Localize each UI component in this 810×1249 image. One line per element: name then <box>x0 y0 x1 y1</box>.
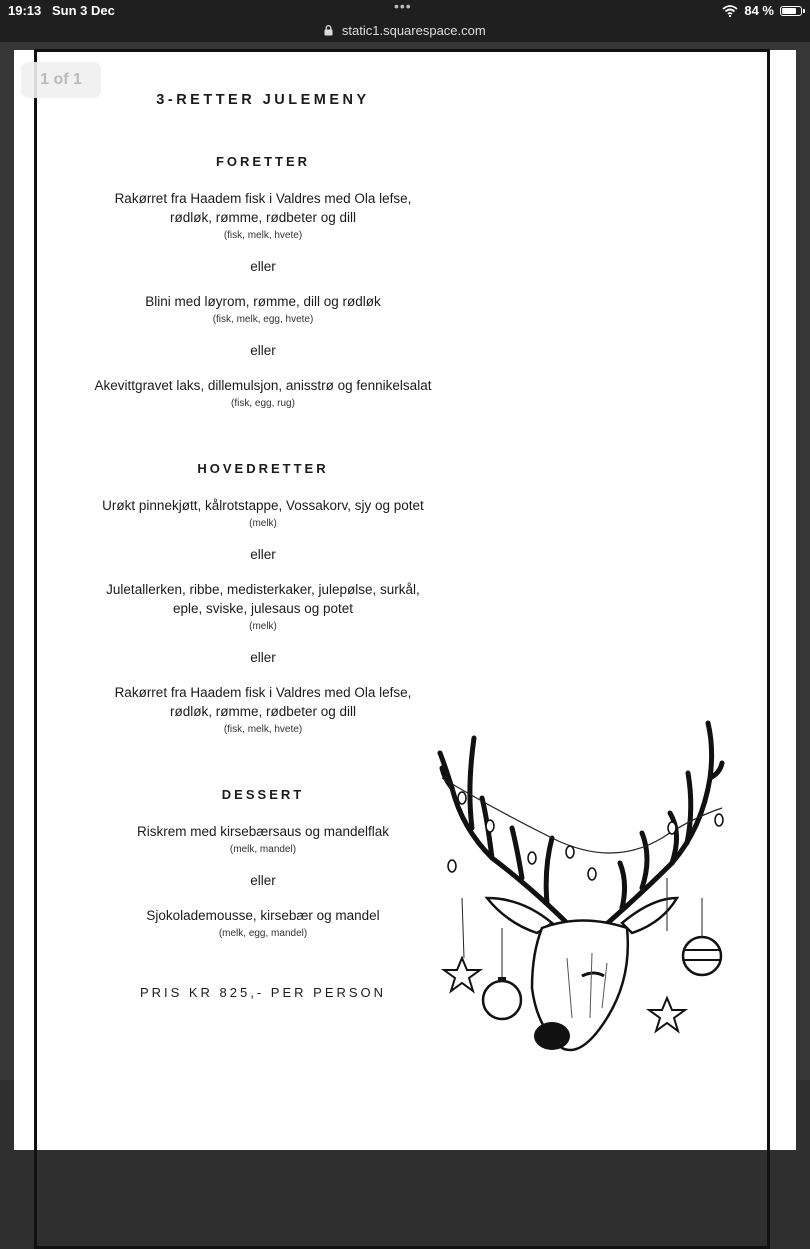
dish-allergens: (melk, mandel) <box>229 844 297 855</box>
menu-section-dessert <box>83 787 443 939</box>
status-indicators <box>722 3 802 18</box>
dish-description: rødløk, rømme, rødbeter og dill <box>169 210 357 225</box>
status-bar <box>0 0 810 22</box>
dish-description: Juletallerken, ribbe, medisterkaker, julepølse, surkål, <box>106 582 420 597</box>
menu-sections <box>83 154 443 939</box>
dish-description: eple, sviske, julesaus og potet <box>172 601 354 616</box>
dish-description: Riskrem med kirsebærsaus og mandelflak <box>136 824 390 839</box>
dish-description: rødløk, rømme, rødbeter og dill <box>169 704 357 719</box>
lock-icon <box>324 25 333 36</box>
dish-allergens: (fisk, melk, hvete) <box>223 230 303 241</box>
dish-allergens: (melk) <box>249 518 277 529</box>
url-text: static1.squarespace.com <box>341 23 486 39</box>
status-date: Sun 3 Dec <box>52 3 115 18</box>
dish-allergens: (melk) <box>249 621 277 632</box>
battery-percent: 84 % <box>744 3 774 18</box>
dish-allergens: (fisk, melk, egg, hvete) <box>212 314 314 325</box>
menu-dish <box>83 822 443 855</box>
or-separator: eller <box>250 547 276 562</box>
dish-description: Akevittgravet laks, dillemulsjon, anisstrø og fennikelsalat <box>94 378 432 393</box>
christmas-menu <box>83 92 443 1000</box>
menu-dish <box>83 496 443 529</box>
battery-fill <box>782 8 796 14</box>
dish-allergens: (fisk, egg, rug) <box>231 398 295 409</box>
menu-dish <box>83 906 443 939</box>
or-separator: eller <box>250 650 276 665</box>
menu-dish <box>83 292 443 325</box>
section-title: FORETTER <box>215 154 311 169</box>
menu-dish <box>83 189 443 241</box>
dish-description: Rakørret fra Haadem fisk i Valdres med Ola lefse, <box>114 685 412 700</box>
menu-section-hovedretter <box>83 461 443 735</box>
or-separator: eller <box>250 873 276 888</box>
menu-price: PRIS KR 825,- PER PERSON <box>139 985 387 1000</box>
address-bar[interactable] <box>0 22 810 42</box>
or-separator: eller <box>250 343 276 358</box>
page-indicator: 1 of 1 <box>21 62 101 98</box>
menu-dish <box>83 683 443 735</box>
section-title: HOVEDRETTER <box>197 461 329 476</box>
section-title: DESSERT <box>221 787 305 802</box>
wifi-icon <box>722 5 738 17</box>
dish-allergens: (melk, egg, mandel) <box>218 928 308 939</box>
dish-allergens: (fisk, melk, hvete) <box>223 724 303 735</box>
multitasking-dots-icon[interactable]: ••• <box>394 0 412 14</box>
reindeer-illustration <box>432 718 732 1080</box>
menu-dish <box>83 580 443 632</box>
menu-section-foretter <box>83 154 443 409</box>
dish-description: Rakørret fra Haadem fisk i Valdres med Ola lefse, <box>114 191 412 206</box>
dish-description: Urøkt pinnekjøtt, kålrotstappe, Vossakorv, sjy og potet <box>102 498 424 513</box>
or-separator: eller <box>250 259 276 274</box>
menu-title: 3-RETTER JULEMENY <box>156 92 370 108</box>
dish-description: Blini med løyrom, rømme, dill og rødløk <box>145 294 381 309</box>
menu-dish <box>83 376 443 409</box>
status-time: 19:13 <box>8 3 42 18</box>
dish-description: Sjokolademousse, kirsebær og mandel <box>146 908 380 923</box>
battery-icon <box>780 6 802 16</box>
